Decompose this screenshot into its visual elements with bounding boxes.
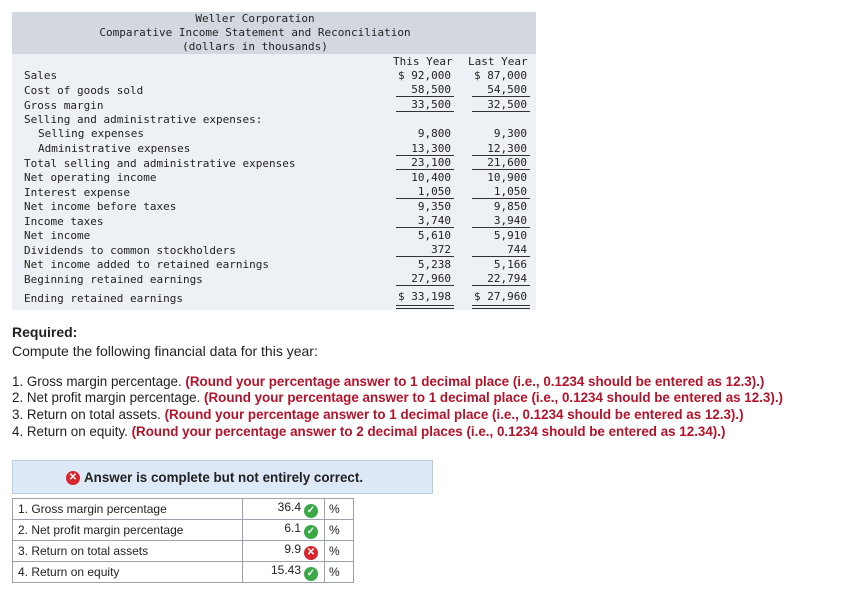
value-this-year-selling: 9,800 [417, 127, 451, 140]
answer-cell-4[interactable] [243, 562, 325, 583]
requirement-3-note: (Round your percentage answer to 1 decimal place (i.e., 0.1234 should be entered as 12.3).) [164, 407, 744, 422]
answer-value-2: 6.1 [284, 521, 301, 535]
row-label-sga-heading: Selling and administrative expenses: [24, 113, 263, 126]
row-label-income-taxes: Income taxes [24, 215, 104, 228]
check-icon: ✓ [304, 504, 318, 518]
row-label-admin: Administrative expenses [38, 142, 191, 155]
answer-label-4: 4. Return on equity [13, 562, 243, 583]
underline-tsga-this [396, 169, 454, 170]
required-intro: Compute the following financial data for this year: [12, 343, 318, 359]
answer-cell-2[interactable] [243, 520, 325, 541]
double-underline-this [396, 305, 454, 309]
row-label-beginning-re: Beginning retained earnings [24, 273, 203, 286]
answer-unit-3: % [325, 541, 354, 562]
answer-unit-1: % [325, 499, 354, 520]
value-last-year-net-income: 5,910 [493, 229, 527, 242]
requirement-2-text: 2. Net profit margin percentage. [12, 390, 205, 405]
answer-unit-2: % [325, 520, 354, 541]
underline-tax-last [472, 227, 530, 228]
answer-value-4: 15.43 [270, 563, 301, 577]
requirement-1-text: 1. Gross margin percentage. [12, 374, 186, 389]
answer-cell-3[interactable] [243, 541, 325, 562]
value-last-year-interest: 1,050 [493, 185, 527, 198]
answer-label-1: 1. Gross margin percentage [13, 499, 243, 520]
underline-int-last [472, 198, 530, 199]
row-label-net-income: Net income [24, 229, 91, 242]
row-label-dividends: Dividends to common stockholders [24, 244, 236, 257]
value-this-year-noi: 10,400 [411, 171, 451, 184]
table-row [13, 499, 354, 520]
underline-tsga-last [472, 169, 530, 170]
answer-table [12, 498, 354, 583]
value-last-year-nibt: 9,850 [493, 200, 527, 213]
incorrect-x-icon: ✕ [66, 471, 80, 485]
value-this-year-beginning-re: 27,960 [411, 272, 451, 285]
value-this-year-taxes: 3,740 [417, 214, 451, 227]
statement-title: Comparative Income Statement and Reconciliation [99, 26, 411, 39]
value-last-year-sales: $ 87,000 [474, 69, 527, 82]
requirement-4 [12, 424, 725, 439]
row-label-nibt: Net income before taxes [24, 200, 177, 213]
value-this-year-dividends: 372 [431, 243, 451, 256]
company-name: Weller Corporation [195, 12, 315, 25]
value-this-year-ending-re: $ 33,198 [398, 290, 451, 303]
value-this-year-cogs: 58,500 [411, 83, 451, 96]
underline-gm-this [396, 111, 454, 112]
row-label-ni-added: Net income added to retained earnings [24, 258, 270, 271]
value-this-year-interest: 1,050 [417, 185, 451, 198]
underline-bre-this [396, 285, 454, 286]
answer-status-text: Answer is complete but not entirely correct. [84, 470, 364, 485]
value-this-year-nibt: 9,350 [417, 200, 451, 213]
check-icon: ✓ [304, 525, 318, 539]
required-heading: Required: [12, 324, 78, 340]
col-header-last-year: Last Year [468, 55, 528, 68]
row-label-selling: Selling expenses [38, 127, 144, 140]
value-last-year-noi: 10,900 [487, 171, 527, 184]
underline-tax-this [396, 227, 454, 228]
statement-units: (dollars in thousands) [182, 40, 328, 53]
answer-status-banner [12, 460, 433, 494]
requirement-3 [12, 407, 744, 422]
underline-bre-last [472, 285, 530, 286]
underline-gm-last [472, 111, 530, 112]
underline-int-this [396, 198, 454, 199]
requirement-2-note: (Round your percentage answer to 1 decimal place (i.e., 0.1234 should be entered as 12.3).) [204, 390, 784, 405]
table-row [13, 520, 354, 541]
answer-label-2: 2. Net profit margin percentage [13, 520, 243, 541]
value-last-year-gross-margin: 32,500 [487, 98, 527, 111]
underline-cogs-last [472, 96, 530, 97]
requirement-1 [12, 374, 764, 389]
value-this-year-sales: $ 92,000 [398, 69, 451, 82]
answer-cell-1[interactable] [243, 499, 325, 520]
underline-div-this [396, 256, 454, 257]
check-icon: ✓ [304, 567, 318, 581]
table-row [13, 562, 354, 583]
value-this-year-total-sga: 23,100 [411, 156, 451, 169]
row-label-interest: Interest expense [24, 186, 130, 199]
requirement-2 [12, 390, 783, 405]
value-this-year-net-income: 5,610 [417, 229, 451, 242]
answer-value-1: 36.4 [277, 500, 301, 514]
value-last-year-admin: 12,300 [487, 142, 527, 155]
row-label-sales: Sales [24, 69, 58, 82]
value-this-year-ni-added: 5,238 [417, 258, 451, 271]
x-mark-icon: ✕ [304, 546, 318, 560]
statement-header [12, 12, 536, 54]
value-last-year-ni-added: 5,166 [493, 258, 527, 271]
answer-unit-4: % [325, 562, 354, 583]
row-label-cogs: Cost of goods sold [24, 84, 144, 97]
col-header-this-year: This Year [393, 55, 453, 68]
value-last-year-total-sga: 21,600 [487, 156, 527, 169]
row-label-total-sga: Total selling and administrative expenses [24, 157, 296, 170]
row-label-ending-re: Ending retained earnings [24, 292, 183, 305]
requirement-4-text: 4. Return on equity. [12, 424, 132, 439]
requirement-3-text: 3. Return on total assets. [12, 407, 165, 422]
income-statement [12, 54, 536, 310]
requirement-4-note: (Round your percentage answer to 2 decimal places (i.e., 0.1234 should be entered as 12.34).) [131, 424, 726, 439]
underline-div-last [472, 256, 530, 257]
row-label-net-operating-income: Net operating income [24, 171, 157, 184]
value-last-year-dividends: 744 [507, 243, 527, 256]
value-last-year-ending-re: $ 27,960 [474, 290, 527, 303]
underline-cogs-this [396, 96, 454, 97]
value-this-year-gross-margin: 33,500 [411, 98, 451, 111]
answer-value-3: 9.9 [284, 542, 301, 556]
table-row [13, 541, 354, 562]
value-last-year-beginning-re: 22,794 [487, 272, 527, 285]
double-underline-last [472, 305, 530, 309]
answer-label-3: 3. Return on total assets [13, 541, 243, 562]
requirement-1-note: (Round your percentage answer to 1 decimal place (i.e., 0.1234 should be entered as 12.3).) [185, 374, 765, 389]
value-last-year-cogs: 54,500 [487, 83, 527, 96]
value-last-year-taxes: 3,940 [493, 214, 527, 227]
row-label-gross-margin: Gross margin [24, 99, 104, 112]
value-this-year-admin: 13,300 [411, 142, 451, 155]
value-last-year-selling: 9,300 [493, 127, 527, 140]
